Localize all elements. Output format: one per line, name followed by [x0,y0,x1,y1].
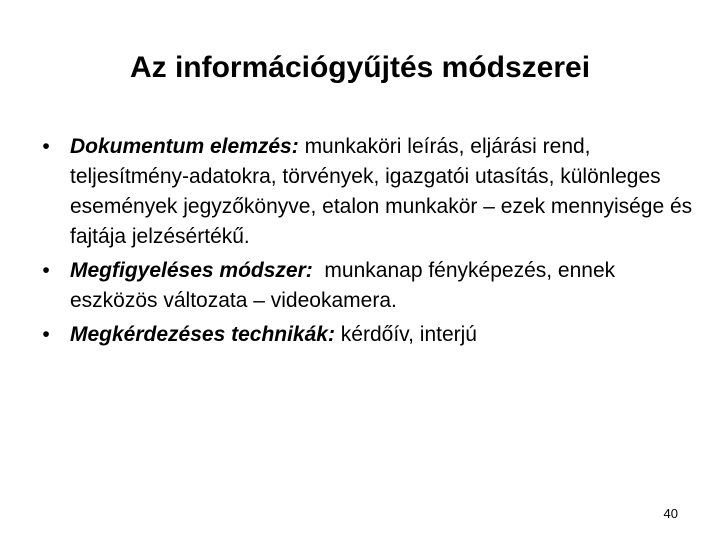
bullet-item-observation [36,256,696,316]
bullet-icon: • [42,259,50,282]
bullet-list [36,132,696,354]
bullet-item-document-analysis [36,132,696,252]
bullet-term: Megkérdezéses technikák: [70,323,335,346]
bullet-item-questioning [36,320,696,350]
bullet-text: kérdőív, interjú [334,323,477,346]
bullet-icon: • [42,135,50,158]
bullet-text: munkanap fényképezés, ennek eszközös változata – videokamera. [70,259,621,312]
bullet-term: Megfigyeléses módszer: [70,259,313,282]
bullet-text: munkaköri leírás, eljárási rend, teljesítmény-adatokra, törvények, igazgatói utasítás, különleges események jegyzőkönyve, etalon munkakör – ezek mennyisége és fajtája jelzésértékű. [70,135,693,248]
page-number: 40 [663,506,678,521]
bullet-icon: • [42,323,50,346]
bullet-term: Dokumentum elemzés: [70,135,299,158]
slide-title: Az információgyűjtés módszerei [129,51,591,84]
